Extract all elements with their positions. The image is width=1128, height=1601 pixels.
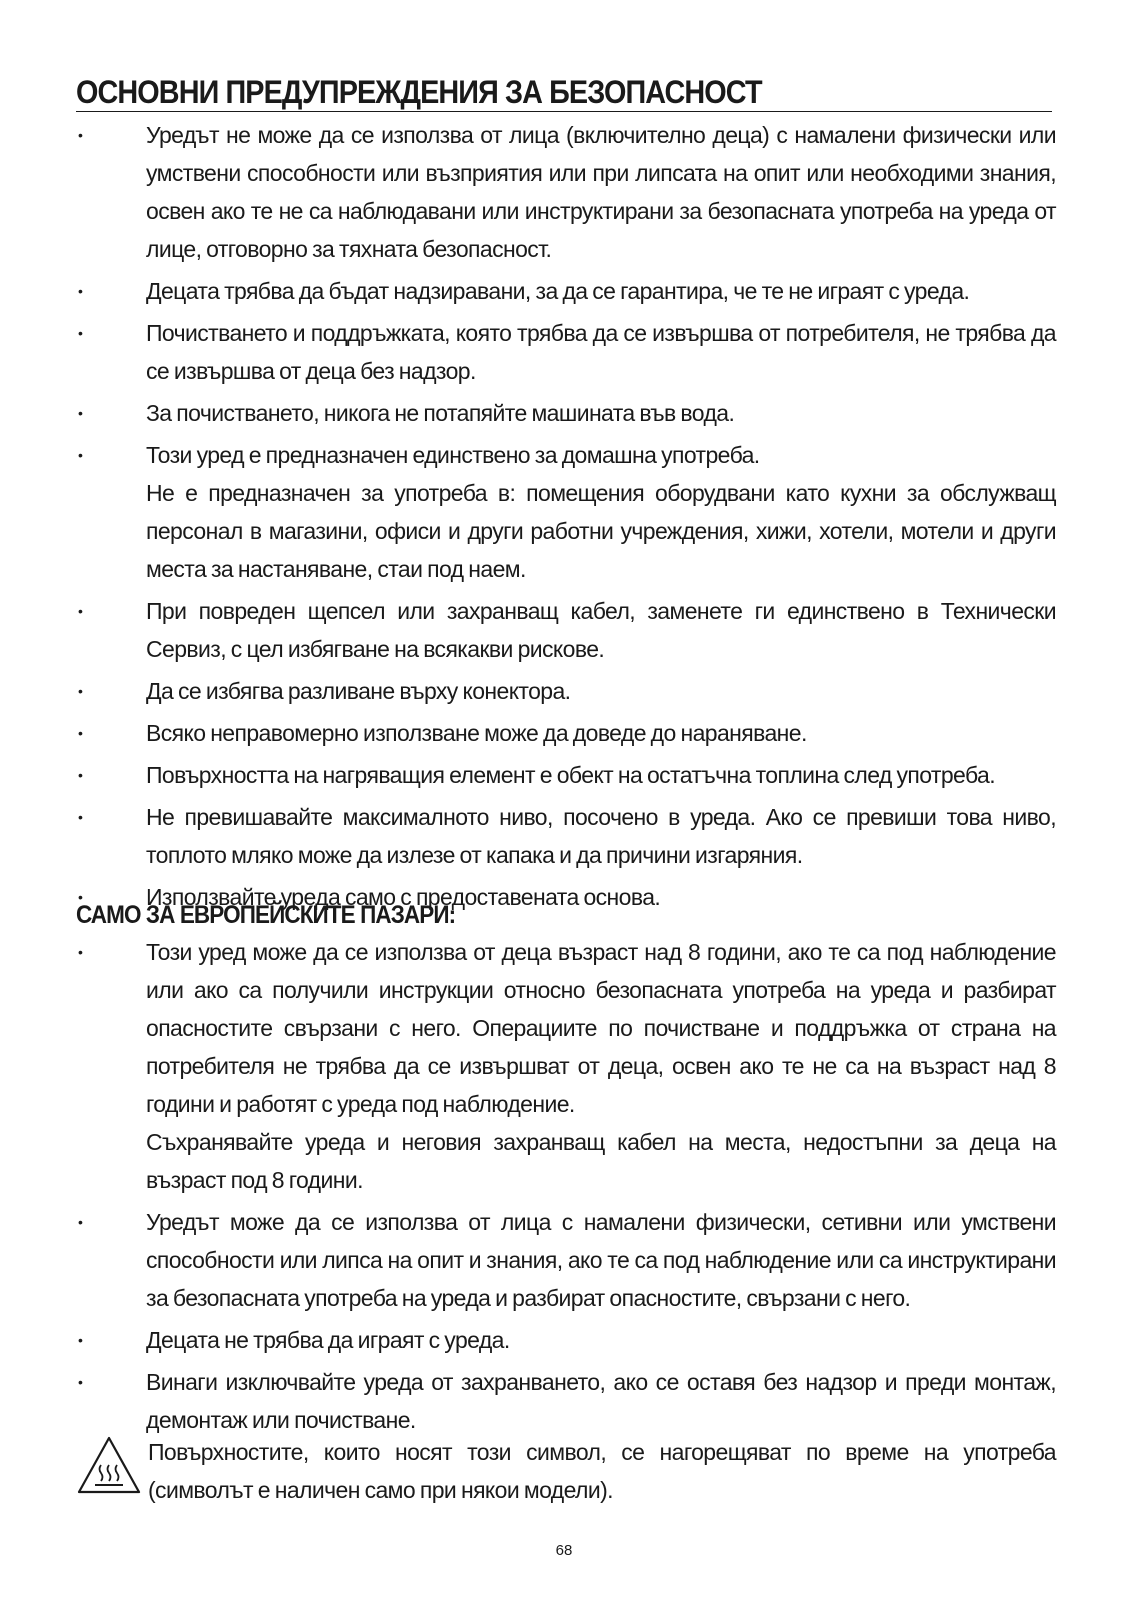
bullet-marker: • <box>78 1214 83 1230</box>
list-item <box>76 672 1056 710</box>
list-item-text: Уредът не може да се използва от лица (включително деца) с намалени физически или умствени способности или възприятия или при липсата на опит или необходими знания, освен ако те не са наблюдавани или инструктирани за безопасната употреба на уреда от лице, отговорно за тяхната безопасност. <box>146 122 1056 262</box>
list-item-text: Децата не трябва да играят с уреда. <box>146 1327 510 1353</box>
list-item-text: При повреден щепсел или захранващ кабел, заменете ги единствено в Технически Сервиз, с цел избягване на всякакви рискове. <box>146 598 1056 662</box>
list-item <box>76 394 1056 432</box>
list-item-text: За почистването, никога не потапяйте машината във вода. <box>146 400 735 426</box>
bullet-marker: • <box>78 603 83 619</box>
list-item <box>76 1203 1056 1317</box>
list-item-text: Съхранявайте уреда и неговия захранващ кабел на места, недостъпни за деца на възраст под 8 години. <box>146 1129 1056 1193</box>
bullet-marker: • <box>78 447 83 463</box>
section-heading-eu-markets: САМО ЗА ЕВРОПЕЙСКИТЕ ПАЗАРИ: <box>76 901 456 929</box>
list-item-text: Да се избягва разливане върху конектора. <box>146 678 571 704</box>
list-item-text: Използвайте уреда само с предоставената основа. <box>146 884 661 910</box>
page-number: 68 <box>555 1542 573 1559</box>
bullet-marker: • <box>78 325 83 341</box>
list-item <box>76 436 1056 588</box>
list-item-text: Винаги изключвайте уреда от захранването, ако се оставя без надзор и преди монтаж, демонтаж или почистване. <box>146 1369 1056 1433</box>
hot-surface-notice-text: Повърхностите, които носят този символ, се нагорещяват по време на употреба (символът е наличен само при някои модели). <box>148 1439 1056 1503</box>
list-item-text: Този уред е предназначен единствено за домашна употреба. <box>146 442 760 468</box>
title-underline <box>76 111 1052 112</box>
hot-surface-warning-icon <box>76 1435 142 1495</box>
page-title: ОСНОВНИ ПРЕДУПРЕЖДЕНИЯ ЗА БЕЗОПАСНОСТ <box>76 74 762 110</box>
list-item <box>76 272 1056 310</box>
list-item-text: Повърхността на нагряващия елемент е обект на остатъчна топлина след употреба. <box>146 762 996 788</box>
list-item <box>76 314 1056 390</box>
bullet-marker: • <box>78 944 83 960</box>
list-item-text: Този уред може да се използва от деца възраст над 8 години, ако те са под наблюдение или ако са получили инструкции относно безопасната употреба на уреда и разбират опасностите свързани с него. Операциите по почистване и поддръжка от страна на потребителя не трябва да се извършват от деца, освен ако те не са на възраст над 8 години и работят с уреда под наблюдение. <box>146 939 1056 1117</box>
bullet-marker: • <box>78 283 83 299</box>
bullet-marker: • <box>78 683 83 699</box>
list-item <box>76 116 1056 268</box>
bullet-marker: • <box>78 767 83 783</box>
safety-warnings-list <box>76 116 1056 920</box>
bullet-marker: • <box>78 127 83 143</box>
list-item-text: Децата трябва да бъдат надзиравани, за да се гарантира, че те не играят с уреда. <box>146 278 970 304</box>
list-item-text: Почистването и поддръжката, която трябва да се извършва от потребителя, не трябва да се извършва от деца без надзор. <box>146 320 1056 384</box>
bullet-marker: • <box>78 809 83 825</box>
bullet-marker: • <box>78 889 83 905</box>
bullet-marker: • <box>78 725 83 741</box>
bullet-marker: • <box>78 1332 83 1348</box>
list-item <box>76 798 1056 874</box>
list-item-text: Всяко неправомерно използване може да доведе до нараняване. <box>146 720 807 746</box>
bullet-marker: • <box>78 405 83 421</box>
hot-surface-notice <box>76 1433 1056 1509</box>
list-item-text: Уредът може да се използва от лица с намалени физически, сетивни или умствени способности или липса на опит и знания, ако те са под наблюдение или са инструктирани за безопасната употреба на уреда и разбират опасностите, свързани с него. <box>146 1209 1056 1311</box>
list-item <box>76 756 1056 794</box>
bullet-marker: • <box>78 1374 83 1390</box>
list-item <box>76 1321 1056 1359</box>
list-item <box>76 1363 1056 1439</box>
list-item <box>76 592 1056 668</box>
list-item <box>76 933 1056 1199</box>
list-item <box>76 714 1056 752</box>
eu-warnings-list <box>76 933 1056 1443</box>
list-item-text: Не превишавайте максималното ниво, посочено в уреда. Ако се превиши това ниво, топлото мляко може да излезе от капака и да причини изгаряния. <box>146 804 1056 868</box>
list-item-text: Не е предназначен за употреба в: помещения оборудвани като кухни за обслужващ персонал в магазини, офиси и други работни учреждения, хижи, хотели, мотели и други места за настаняване, стаи под наем. <box>146 480 1056 582</box>
